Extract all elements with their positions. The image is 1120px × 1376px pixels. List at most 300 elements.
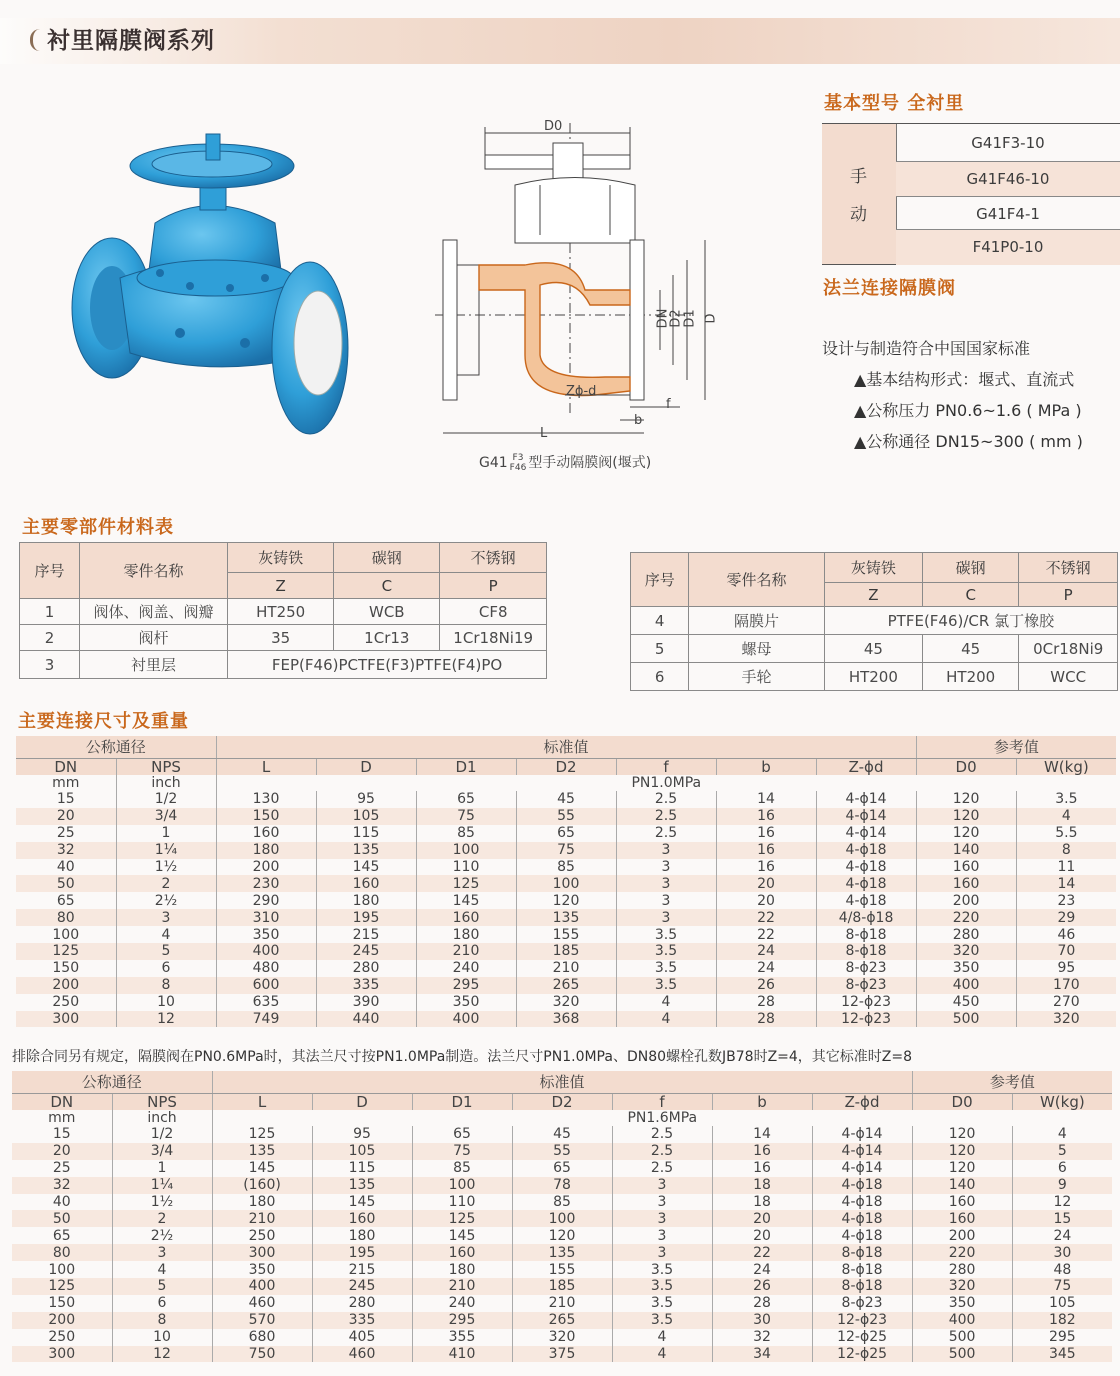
- hdr-standard: 标准值: [216, 736, 916, 759]
- table-cell: 1: [112, 1160, 212, 1177]
- table-cell: 3: [612, 1244, 712, 1261]
- table-cell: 570: [212, 1312, 312, 1329]
- model-heading: 基本型号 全衬里: [824, 93, 965, 114]
- table-cell: 320: [1016, 1011, 1116, 1028]
- table-cell: 160: [412, 1244, 512, 1261]
- table-cell: 2.5: [612, 1160, 712, 1177]
- table-row: [12, 1194, 1112, 1211]
- table-cell: 12: [116, 1011, 216, 1028]
- table-row: [12, 1295, 1112, 1312]
- table-row: 6 手轮 HT200 HT200 WCC: [631, 663, 1118, 691]
- table-cell: 78: [512, 1177, 612, 1194]
- table-cell: 500: [912, 1329, 1012, 1346]
- table-cell: 270: [1016, 994, 1116, 1011]
- table-cell: 135: [316, 842, 416, 859]
- table-cell: 28: [712, 1295, 812, 1312]
- dim-label-d2: D2: [668, 309, 684, 328]
- table-cell: 195: [316, 909, 416, 926]
- table-cell: 1½: [116, 859, 216, 876]
- table-cell: 130: [216, 791, 316, 808]
- table-cell: 80: [16, 909, 116, 926]
- table-cell: 240: [412, 1295, 512, 1312]
- table-row: [12, 1278, 1112, 1295]
- table-cell: 85: [516, 859, 616, 876]
- table-cell: 14: [1016, 875, 1116, 892]
- table-row: [12, 1312, 1112, 1329]
- table-cell: 12-ϕ23: [812, 1312, 912, 1329]
- table-cell: 3: [616, 842, 716, 859]
- table-cell: 185: [516, 943, 616, 960]
- hdr-nominal: 公称通径: [16, 736, 216, 759]
- table-cell: 3/4: [116, 808, 216, 825]
- table-cell: 230: [216, 875, 316, 892]
- table-cell: 160: [416, 909, 516, 926]
- table-cell: 65: [512, 1160, 612, 1177]
- valve-drawing: [425, 115, 745, 480]
- table-cell: 24: [716, 943, 816, 960]
- table-cell: 4-ϕ14: [816, 791, 916, 808]
- table-row: 5 螺母 45 45 0Cr18Ni9: [631, 635, 1118, 663]
- table-cell: 350: [216, 926, 316, 943]
- table-cell: 2: [112, 1210, 212, 1227]
- table-row: [16, 791, 1116, 808]
- table-row: [16, 994, 1116, 1011]
- table-cell: 300: [212, 1244, 312, 1261]
- table-cell: 1: [116, 825, 216, 842]
- model-row: G41F4-1: [896, 196, 1120, 232]
- table-row: [12, 1261, 1112, 1278]
- table-row: 4 隔膜片 PTFE(F46)/CR 氯丁橡胶: [631, 607, 1118, 635]
- table-cell: 135: [312, 1177, 412, 1194]
- table-cell: 12-ϕ23: [816, 994, 916, 1011]
- table-cell: 4-ϕ18: [812, 1210, 912, 1227]
- table-cell: 105: [1012, 1295, 1112, 1312]
- table-cell: 3: [616, 892, 716, 909]
- table-row: [16, 960, 1116, 977]
- table-cell: 8-ϕ18: [812, 1278, 912, 1295]
- table-cell: 2.5: [616, 791, 716, 808]
- table-cell: 125: [416, 875, 516, 892]
- table-row: [12, 1177, 1112, 1194]
- table-cell: 125: [16, 943, 116, 960]
- table-cell: 350: [916, 960, 1016, 977]
- table-cell: 3: [112, 1244, 212, 1261]
- table-cell: 200: [912, 1227, 1012, 1244]
- table-cell: 210: [412, 1278, 512, 1295]
- table-cell: 120: [912, 1126, 1012, 1143]
- table-cell: 4: [116, 926, 216, 943]
- dim-label-z: Zϕ-d: [566, 384, 597, 399]
- table-cell: 48: [1012, 1261, 1112, 1278]
- table-cell: 55: [512, 1143, 612, 1160]
- table-cell: 8-ϕ18: [816, 943, 916, 960]
- table-cell: 135: [516, 909, 616, 926]
- table-cell: 100: [516, 875, 616, 892]
- table-cell: 20: [716, 875, 816, 892]
- dims-table-pn10: 公称通径 标准值 参考值 DN NPS L D D1 D2 f b Z-ϕd D0 W(kg) mm inch PN1.0MPa 15 1/2 130 95 65 45 2.5 14 4-ϕ14 120 3.5 20 3/4 150 105 75 55 2.5 16 4-ϕ14 120 4 25 1 160 115 85 65 2.5 16 4-ϕ14 120 5.5 32 1¼ 180 135 100 75 3 16 4-ϕ18 140 8 40 1½ 200 145 110 85 3 16 4-ϕ18 160 11 50 2 230 160 125 100 3 20 4-ϕ18 160 14 65 2½ 290 180 145 120 3 20 4-ϕ18 200 23 80 3 310 195 160 135 3 22 4/8-ϕ18 220 29 100 4 350 215 180 155 3.5 22 8-ϕ18 280 46 125 5 400 245 210 185 3.5 24 8-ϕ18 320 70 150 6 480 280 240 210 3.5 24 8-ϕ23 350 95 200 8 600 335 295 265 3.5 26 8-ϕ23 400 170 250 10 635 390 350 320 4 28 12-ϕ23 450 270 300 12 749 440 400 368 4 28 12-ϕ23 500 320: [16, 736, 1116, 1027]
- table-cell: 295: [1012, 1329, 1112, 1346]
- table-cell: 295: [412, 1312, 512, 1329]
- table-cell: 22: [712, 1244, 812, 1261]
- table-row: [16, 875, 1116, 892]
- table-cell: 100: [412, 1177, 512, 1194]
- table-cell: 280: [916, 926, 1016, 943]
- table-cell: 4-ϕ14: [816, 808, 916, 825]
- table-row: 1 阀体、阀盖、阀瓣 HT250 WCB CF8: [20, 599, 547, 625]
- table-row: [16, 909, 1116, 926]
- table-cell: 1/2: [112, 1126, 212, 1143]
- table-cell: 28: [716, 994, 816, 1011]
- table-cell: 160: [912, 1210, 1012, 1227]
- table-cell: 65: [56, 892, 75, 909]
- table-cell: 280: [312, 1295, 412, 1312]
- table-cell: 24: [712, 1261, 812, 1278]
- table-cell: 4: [612, 1346, 712, 1363]
- table-cell: 16: [712, 1143, 812, 1160]
- table-row: [12, 1210, 1112, 1227]
- table-cell: 16: [716, 808, 816, 825]
- table-cell: 8-ϕ18: [812, 1261, 912, 1278]
- table-cell: 265: [516, 977, 616, 994]
- table-cell: 145: [316, 859, 416, 876]
- table-cell: 8-ϕ23: [812, 1295, 912, 1312]
- table-cell: 115: [312, 1160, 412, 1177]
- table-cell: 46: [1016, 926, 1116, 943]
- feature-item: ▲基本结构形式：堰式、直流式: [854, 370, 1075, 389]
- table-row: [12, 1244, 1112, 1261]
- table-cell: 65: [416, 791, 516, 808]
- table-cell: 16: [712, 1160, 812, 1177]
- table-cell: 15: [56, 791, 75, 808]
- table-cell: 3.5: [612, 1295, 712, 1312]
- table-cell: 32: [12, 1177, 112, 1194]
- table-cell: 140: [912, 1177, 1012, 1194]
- table-cell: 145: [416, 892, 516, 909]
- pressure-note: 排除合同另有规定，隔膜阀在PN0.6MPa时，其法兰尺寸按PN1.0MPa制造。法兰尺寸PN1.0MPa、DN80螺栓孔数JB78时Z=4，其它标准时Z=8: [12, 1049, 913, 1065]
- model-row: G41F46-10: [896, 161, 1120, 197]
- table-cell: (160): [212, 1177, 312, 1194]
- table-cell: 9: [1012, 1177, 1112, 1194]
- table-cell: 180: [416, 926, 516, 943]
- table-cell: 600: [216, 977, 316, 994]
- feature-item: ▲公称压力 PN0.6~1.6 ( MPa ): [854, 401, 1082, 420]
- table-cell: 4-ϕ14: [812, 1126, 912, 1143]
- table-cell: 5: [1012, 1143, 1112, 1160]
- table-cell: 160: [916, 875, 1016, 892]
- table-cell: 50: [16, 875, 116, 892]
- table-cell: 12: [112, 1346, 212, 1363]
- table-row: [16, 825, 1116, 842]
- dims-title: 主要连接尺寸及重量: [18, 711, 189, 732]
- table-cell: 28: [716, 1011, 816, 1028]
- table-cell: 680: [212, 1329, 312, 1346]
- table-cell: 120: [516, 892, 616, 909]
- table-cell: 220: [916, 909, 1016, 926]
- table-cell: 2.5: [616, 808, 716, 825]
- table-cell: 45: [516, 791, 616, 808]
- table-cell: 350: [912, 1295, 1012, 1312]
- table-cell: 390: [316, 994, 416, 1011]
- table-row: [12, 1346, 1112, 1363]
- table-cell: 6: [112, 1295, 212, 1312]
- dim-label-b: b: [634, 413, 643, 428]
- table-cell: 95: [312, 1126, 412, 1143]
- table-cell: 160: [916, 859, 1016, 876]
- table-cell: 26: [712, 1278, 812, 1295]
- table-cell: 345: [1012, 1346, 1112, 1363]
- table-cell: 3.5: [616, 977, 716, 994]
- table-cell: 4-ϕ18: [816, 842, 916, 859]
- table-cell: 8: [1016, 842, 1116, 859]
- table-cell: 18: [712, 1177, 812, 1194]
- table-cell: 500: [912, 1346, 1012, 1363]
- feature-item: ▲公称通径 DN15~300 ( mm ): [854, 432, 1083, 451]
- table-cell: 145: [212, 1160, 312, 1177]
- table-cell: 180: [412, 1261, 512, 1278]
- table-cell: 135: [512, 1244, 612, 1261]
- table-cell: 3.5: [616, 943, 716, 960]
- table-cell: 120: [916, 791, 1016, 808]
- table-cell: 18: [712, 1194, 812, 1211]
- table-cell: 4-ϕ14: [816, 825, 916, 842]
- flange-title: 法兰连接隔膜阀: [823, 278, 956, 299]
- table-cell: 220: [912, 1244, 1012, 1261]
- table-cell: 749: [216, 1011, 316, 1028]
- table-cell: 150: [52, 960, 80, 977]
- table-cell: 3.5: [612, 1278, 712, 1295]
- col-name: 零件名称: [79, 543, 227, 599]
- dim-label-l: L: [540, 426, 548, 441]
- table-cell: 280: [316, 960, 416, 977]
- table-cell: 3: [612, 1227, 712, 1244]
- table-cell: 120: [916, 825, 1016, 842]
- table-cell: 140: [916, 842, 1016, 859]
- table-cell: 110: [412, 1194, 512, 1211]
- table-cell: 75: [412, 1143, 512, 1160]
- table-cell: 23: [1016, 892, 1116, 909]
- table-cell: 200: [916, 892, 1016, 909]
- table-cell: 280: [912, 1261, 1012, 1278]
- table-cell: 250: [212, 1227, 312, 1244]
- table-row: [16, 808, 1116, 825]
- table-cell: 4-ϕ14: [812, 1143, 912, 1160]
- table-cell: 4: [616, 1011, 716, 1028]
- table-cell: 4-ϕ18: [816, 859, 916, 876]
- table-cell: 5: [112, 1278, 212, 1295]
- table-cell: 24: [716, 960, 816, 977]
- table-cell: 180: [316, 892, 416, 909]
- table-cell: 320: [516, 994, 616, 1011]
- table-cell: 3: [616, 859, 716, 876]
- table-cell: 40: [56, 859, 75, 875]
- table-row: [12, 1227, 1112, 1244]
- table-cell: 50: [12, 1210, 112, 1227]
- table-cell: 16: [716, 859, 816, 876]
- table-cell: 3: [612, 1177, 712, 1194]
- title-bracket-icon: [30, 29, 41, 51]
- table-cell: 5.5: [1016, 825, 1116, 842]
- table-cell: 350: [416, 994, 516, 1011]
- table-cell: 12-ϕ25: [812, 1329, 912, 1346]
- table-cell: 8: [116, 977, 216, 994]
- table-cell: 65: [412, 1126, 512, 1143]
- table-cell: 320: [916, 943, 1016, 960]
- table-cell: 195: [312, 1244, 412, 1261]
- table-row: [16, 842, 1116, 859]
- table-cell: 145: [412, 1227, 512, 1244]
- table-cell: 4: [1016, 808, 1116, 825]
- table-cell: 460: [312, 1346, 412, 1363]
- table-cell: 15: [52, 1126, 71, 1143]
- table-cell: 125: [212, 1126, 312, 1143]
- table-cell: 170: [1016, 977, 1116, 994]
- drawing-caption: G41 F3 F46 型手动隔膜阀(堰式): [479, 453, 652, 473]
- table-cell: 1¼: [112, 1177, 212, 1194]
- table-cell: 10: [116, 994, 216, 1011]
- table-cell: 85: [412, 1160, 512, 1177]
- table-cell: 210: [212, 1210, 312, 1227]
- table-cell: 210: [416, 943, 516, 960]
- dim-label-d: D: [703, 313, 719, 324]
- table-cell: 15: [1012, 1210, 1112, 1227]
- table-cell: 25: [56, 825, 75, 842]
- table-cell: 8-ϕ23: [816, 977, 916, 994]
- table-cell: 4: [112, 1261, 212, 1278]
- table-cell: 300: [16, 1011, 116, 1028]
- table-cell: 135: [212, 1143, 312, 1160]
- table-row: [16, 943, 1116, 960]
- table-cell: 4: [1012, 1126, 1112, 1143]
- table-cell: 65: [516, 825, 616, 842]
- table-cell: 200: [16, 977, 116, 994]
- table-cell: 2.5: [612, 1143, 712, 1160]
- table-cell: 150: [216, 808, 316, 825]
- feature-list: [822, 333, 1083, 457]
- table-cell: 20: [712, 1210, 812, 1227]
- table-cell: 8-ϕ23: [816, 960, 916, 977]
- materials-table-left: 序号 零件名称 灰铸铁 碳钢 不锈钢 Z C P 1 阀体、阀盖、阀瓣 HT250 WCB CF8 2 阀杆 35 1Cr13 1Cr18Ni19 3 衬里层 FEP(F46)PCTFE(F3)PTFE(F4)PO: [19, 542, 547, 679]
- table-cell: 120: [912, 1143, 1012, 1160]
- table-cell: 375: [512, 1346, 612, 1363]
- table-cell: 65: [52, 1227, 71, 1244]
- table-cell: 16: [716, 825, 816, 842]
- table-cell: 100: [512, 1210, 612, 1227]
- table-cell: 335: [312, 1312, 412, 1329]
- table-cell: 145: [312, 1194, 412, 1211]
- table-cell: 20: [712, 1227, 812, 1244]
- table-cell: 400: [912, 1312, 1012, 1329]
- table-cell: 460: [212, 1295, 312, 1312]
- table-cell: 410: [412, 1346, 512, 1363]
- dim-label-d0: D0: [544, 119, 563, 134]
- table-cell: 32: [16, 842, 116, 859]
- table-cell: 400: [212, 1278, 312, 1295]
- table-cell: 12-ϕ23: [816, 1011, 916, 1028]
- table-cell: 29: [1016, 909, 1116, 926]
- table-cell: 160: [316, 875, 416, 892]
- table-cell: 85: [416, 825, 516, 842]
- table-cell: 368: [516, 1011, 616, 1028]
- table-cell: 250: [52, 994, 80, 1011]
- table-cell: 2: [116, 875, 216, 892]
- materials-title: 主要零部件材料表: [22, 517, 174, 538]
- table-cell: 105: [312, 1143, 412, 1160]
- page-title: 衬里隔膜阀系列: [30, 22, 215, 55]
- table-cell: 3.5: [612, 1312, 712, 1329]
- table-cell: 310: [216, 909, 316, 926]
- table-cell: 20: [716, 892, 816, 909]
- table-cell: 55: [516, 808, 616, 825]
- table-cell: 16: [716, 842, 816, 859]
- table-cell: 32: [712, 1329, 812, 1346]
- model-row: G41F3-10: [971, 134, 1045, 152]
- table-cell: 10: [112, 1329, 212, 1346]
- table-row: [16, 1011, 1116, 1028]
- table-cell: 320: [512, 1329, 612, 1346]
- table-cell: 355: [412, 1329, 512, 1346]
- table-cell: 405: [312, 1329, 412, 1346]
- table-cell: 4: [616, 994, 716, 1011]
- table-cell: 1/2: [116, 791, 216, 808]
- table-cell: 200: [12, 1312, 112, 1329]
- table-cell: 20: [12, 1143, 112, 1160]
- table-cell: 80: [12, 1244, 112, 1261]
- table-cell: 245: [316, 943, 416, 960]
- table-cell: 75: [1012, 1278, 1112, 1295]
- table-cell: 160: [216, 825, 316, 842]
- table-cell: 440: [316, 1011, 416, 1028]
- table-cell: 100: [416, 842, 516, 859]
- table-cell: 6: [1012, 1160, 1112, 1177]
- table-row: 3 衬里层 FEP(F46)PCTFE(F3)PTFE(F4)PO: [20, 651, 547, 679]
- table-cell: 500: [916, 1011, 1016, 1028]
- table-cell: 12: [1012, 1194, 1112, 1211]
- dim-label-d1: D1: [682, 309, 698, 328]
- dim-label-f: f: [666, 397, 671, 412]
- table-cell: 400: [216, 943, 316, 960]
- col-stainless: 不锈钢: [440, 543, 547, 573]
- table-row: [16, 977, 1116, 994]
- dim-label-dn: DN: [655, 308, 671, 329]
- table-cell: 3.5: [616, 926, 716, 943]
- table-cell: 95: [316, 791, 416, 808]
- table-cell: 2½: [116, 892, 216, 909]
- table-cell: 125: [12, 1278, 112, 1295]
- table-cell: 120: [912, 1160, 1012, 1177]
- table-cell: 400: [916, 977, 1016, 994]
- table-cell: 150: [48, 1295, 76, 1312]
- table-cell: 3: [612, 1194, 712, 1211]
- table-cell: 180: [312, 1227, 412, 1244]
- table-cell: 3.5: [612, 1261, 712, 1278]
- table-cell: 1½: [112, 1194, 212, 1211]
- table-row: [12, 1126, 1112, 1143]
- table-cell: 4: [612, 1329, 712, 1346]
- table-cell: 180: [212, 1194, 312, 1211]
- table-cell: 115: [316, 825, 416, 842]
- table-cell: 11: [1016, 859, 1116, 876]
- table-cell: 400: [416, 1011, 516, 1028]
- col-no: 序号: [20, 543, 80, 599]
- table-cell: 120: [512, 1227, 612, 1244]
- table-cell: 85: [512, 1194, 612, 1211]
- dims-table-pn16: 公称通径 标准值 参考值 DN NPS L D D1 D2 f b Z-ϕd D0 W(kg) mm inch PN1.6MPa 15 1/2 125 95 65 45 2.5 14 4-ϕ14 120 4 20 3/4 135 105 75 55 2.5 16 4-ϕ14 120 5 25 1 145 115 85 65 2.5 16 4-ϕ14 120 6 32 1¼ (160) 135 100 78 3 18 4-ϕ18 140 9 40 1½ 180 145 110 85 3 18 4-ϕ18 160 12 50 2 210 160 125 100 3 20 4-ϕ18 160 15 65 2½ 250 180 145 120 3 20 4-ϕ18 200 24 80 3 300 195 160 135 3 22 8-ϕ18 220 30 100 4 350 215 180 155 3.5 24 8-ϕ18 280 48 125 5 400 245 210 185 3.5 26 8-ϕ18 320 75 150 6 460 280 240 210 3.5 28 8-ϕ23 350 105 200 8 570 335 295 265 3.5 30 12-ϕ23 400 182 250 10 680 405 355 320 4 32 12-ϕ25 500 295 300 12 750 460 410 375 4 34 12-ϕ25 500 345: [12, 1071, 1112, 1362]
- table-cell: 12-ϕ25: [812, 1346, 912, 1363]
- table-cell: 14: [716, 791, 816, 808]
- col-carbon-steel: 碳钢: [334, 543, 440, 573]
- table-cell: 295: [416, 977, 516, 994]
- table-cell: 210: [516, 960, 616, 977]
